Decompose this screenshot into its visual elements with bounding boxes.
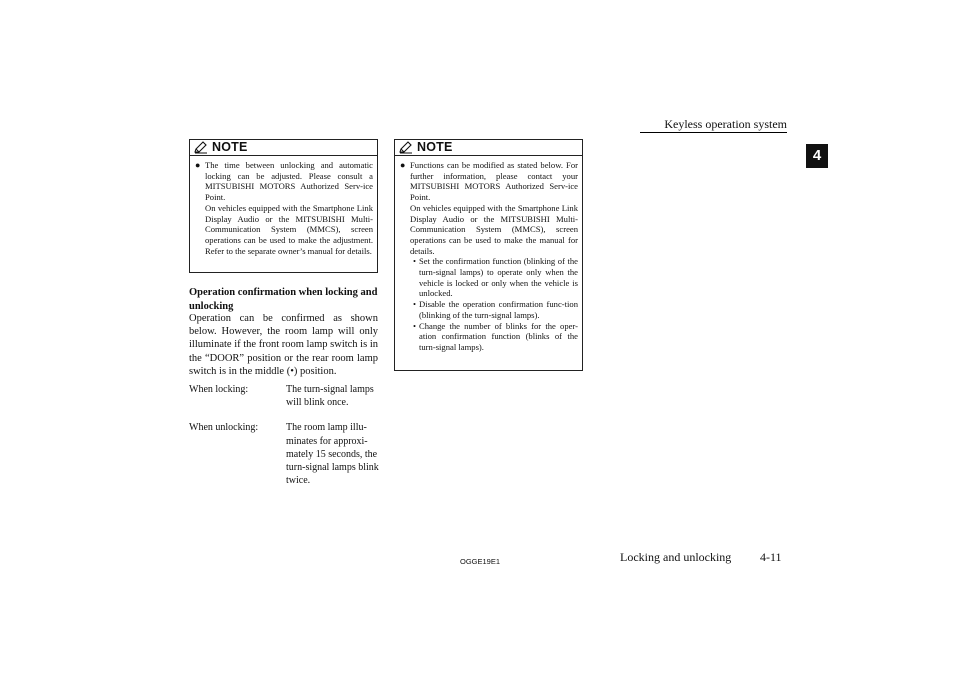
small-bullet-icon: •: [412, 299, 416, 310]
note-bullet: [400, 160, 578, 353]
page-number: 4-11: [760, 550, 782, 564]
footer-section-title: Locking and unlocking: [620, 550, 732, 564]
document-code: OGGE19E1: [459, 557, 501, 566]
list-item: [410, 299, 578, 320]
small-bullet-icon: •: [412, 320, 416, 331]
bullet-dot-icon: ●: [195, 160, 201, 170]
list-item-text: Disable the operation confirmation func-tion (blinking of the turn-signal lamps).: [419, 299, 578, 320]
note-body: [400, 160, 578, 353]
note-header: [190, 140, 377, 156]
list-item: [410, 256, 578, 299]
running-head-title: Keyless operation system: [664, 117, 787, 131]
table-cell-result: The turn-signal lamps will blink once.: [286, 384, 374, 409]
lamp-behavior-table: [189, 383, 384, 487]
sub-item-list: [410, 256, 578, 352]
note-paragraph: Functions can be modified as stated below. For further information, please contact your MITSUBISHI MOTORS Authorized Serv-ice Point.: [410, 160, 578, 203]
section-body: Operation can be confirmed as shown below. However, the room lamp will only illuminate if the front room lamp switch is in the “DOOR” position or the rear room lamp switch is in the middle (•) position.: [189, 313, 378, 377]
list-item: [410, 321, 578, 353]
header-rule: [640, 132, 787, 133]
table-row: [189, 383, 384, 409]
note-pencil-icon: [194, 141, 208, 154]
list-item-text: Change the number of blinks for the oper-ation confirmation function (blinks of the turn-signal lamps).: [419, 320, 578, 352]
note-body: [195, 160, 373, 256]
table-row: [189, 409, 384, 487]
note-pencil-icon: [399, 141, 413, 154]
list-item-text: Set the confirmation function (blinking of the turn-signal lamps) to operate only when the vehicle is locked or only when the vehicle is unlocked.: [419, 256, 578, 299]
note-paragraph: On vehicles equipped with the Smartphone Link Display Audio or the MITSUBISHI Multi-Communication System (MMCS), screen operations can be used to make the manual for details.: [410, 202, 578, 256]
note-title: NOTE: [212, 140, 248, 154]
note-header: [395, 140, 582, 156]
note-box-left: [189, 139, 378, 273]
bullet-dot-icon: ●: [400, 160, 406, 170]
note-paragraph: The time between unlocking and automatic locking can be adjusted. Please consult a MITSUBISHI MOTORS Authorized Serv-ice Point.: [205, 160, 373, 203]
table-cell-result: The room lamp illu-minates for approxi-mately 15 seconds, the turn-signal lamps blink twice.: [286, 422, 379, 487]
table-cell-condition: When unlocking:: [189, 422, 259, 434]
chapter-tab: 4: [806, 144, 828, 168]
note-bullet: [195, 160, 373, 256]
note-title: NOTE: [417, 140, 453, 154]
small-bullet-icon: •: [412, 256, 416, 267]
section-heading: Operation confirmation when locking and unlocking: [189, 287, 378, 312]
note-box-right: [394, 139, 583, 371]
note-paragraph: On vehicles equipped with the Smartphone Link Display Audio or the MITSUBISHI Multi-Communication System (MMCS), screen operations can be used to make the adjustment. Refer to the separate owner’s manual for details.: [205, 202, 373, 256]
table-cell-condition: When locking:: [189, 384, 249, 395]
